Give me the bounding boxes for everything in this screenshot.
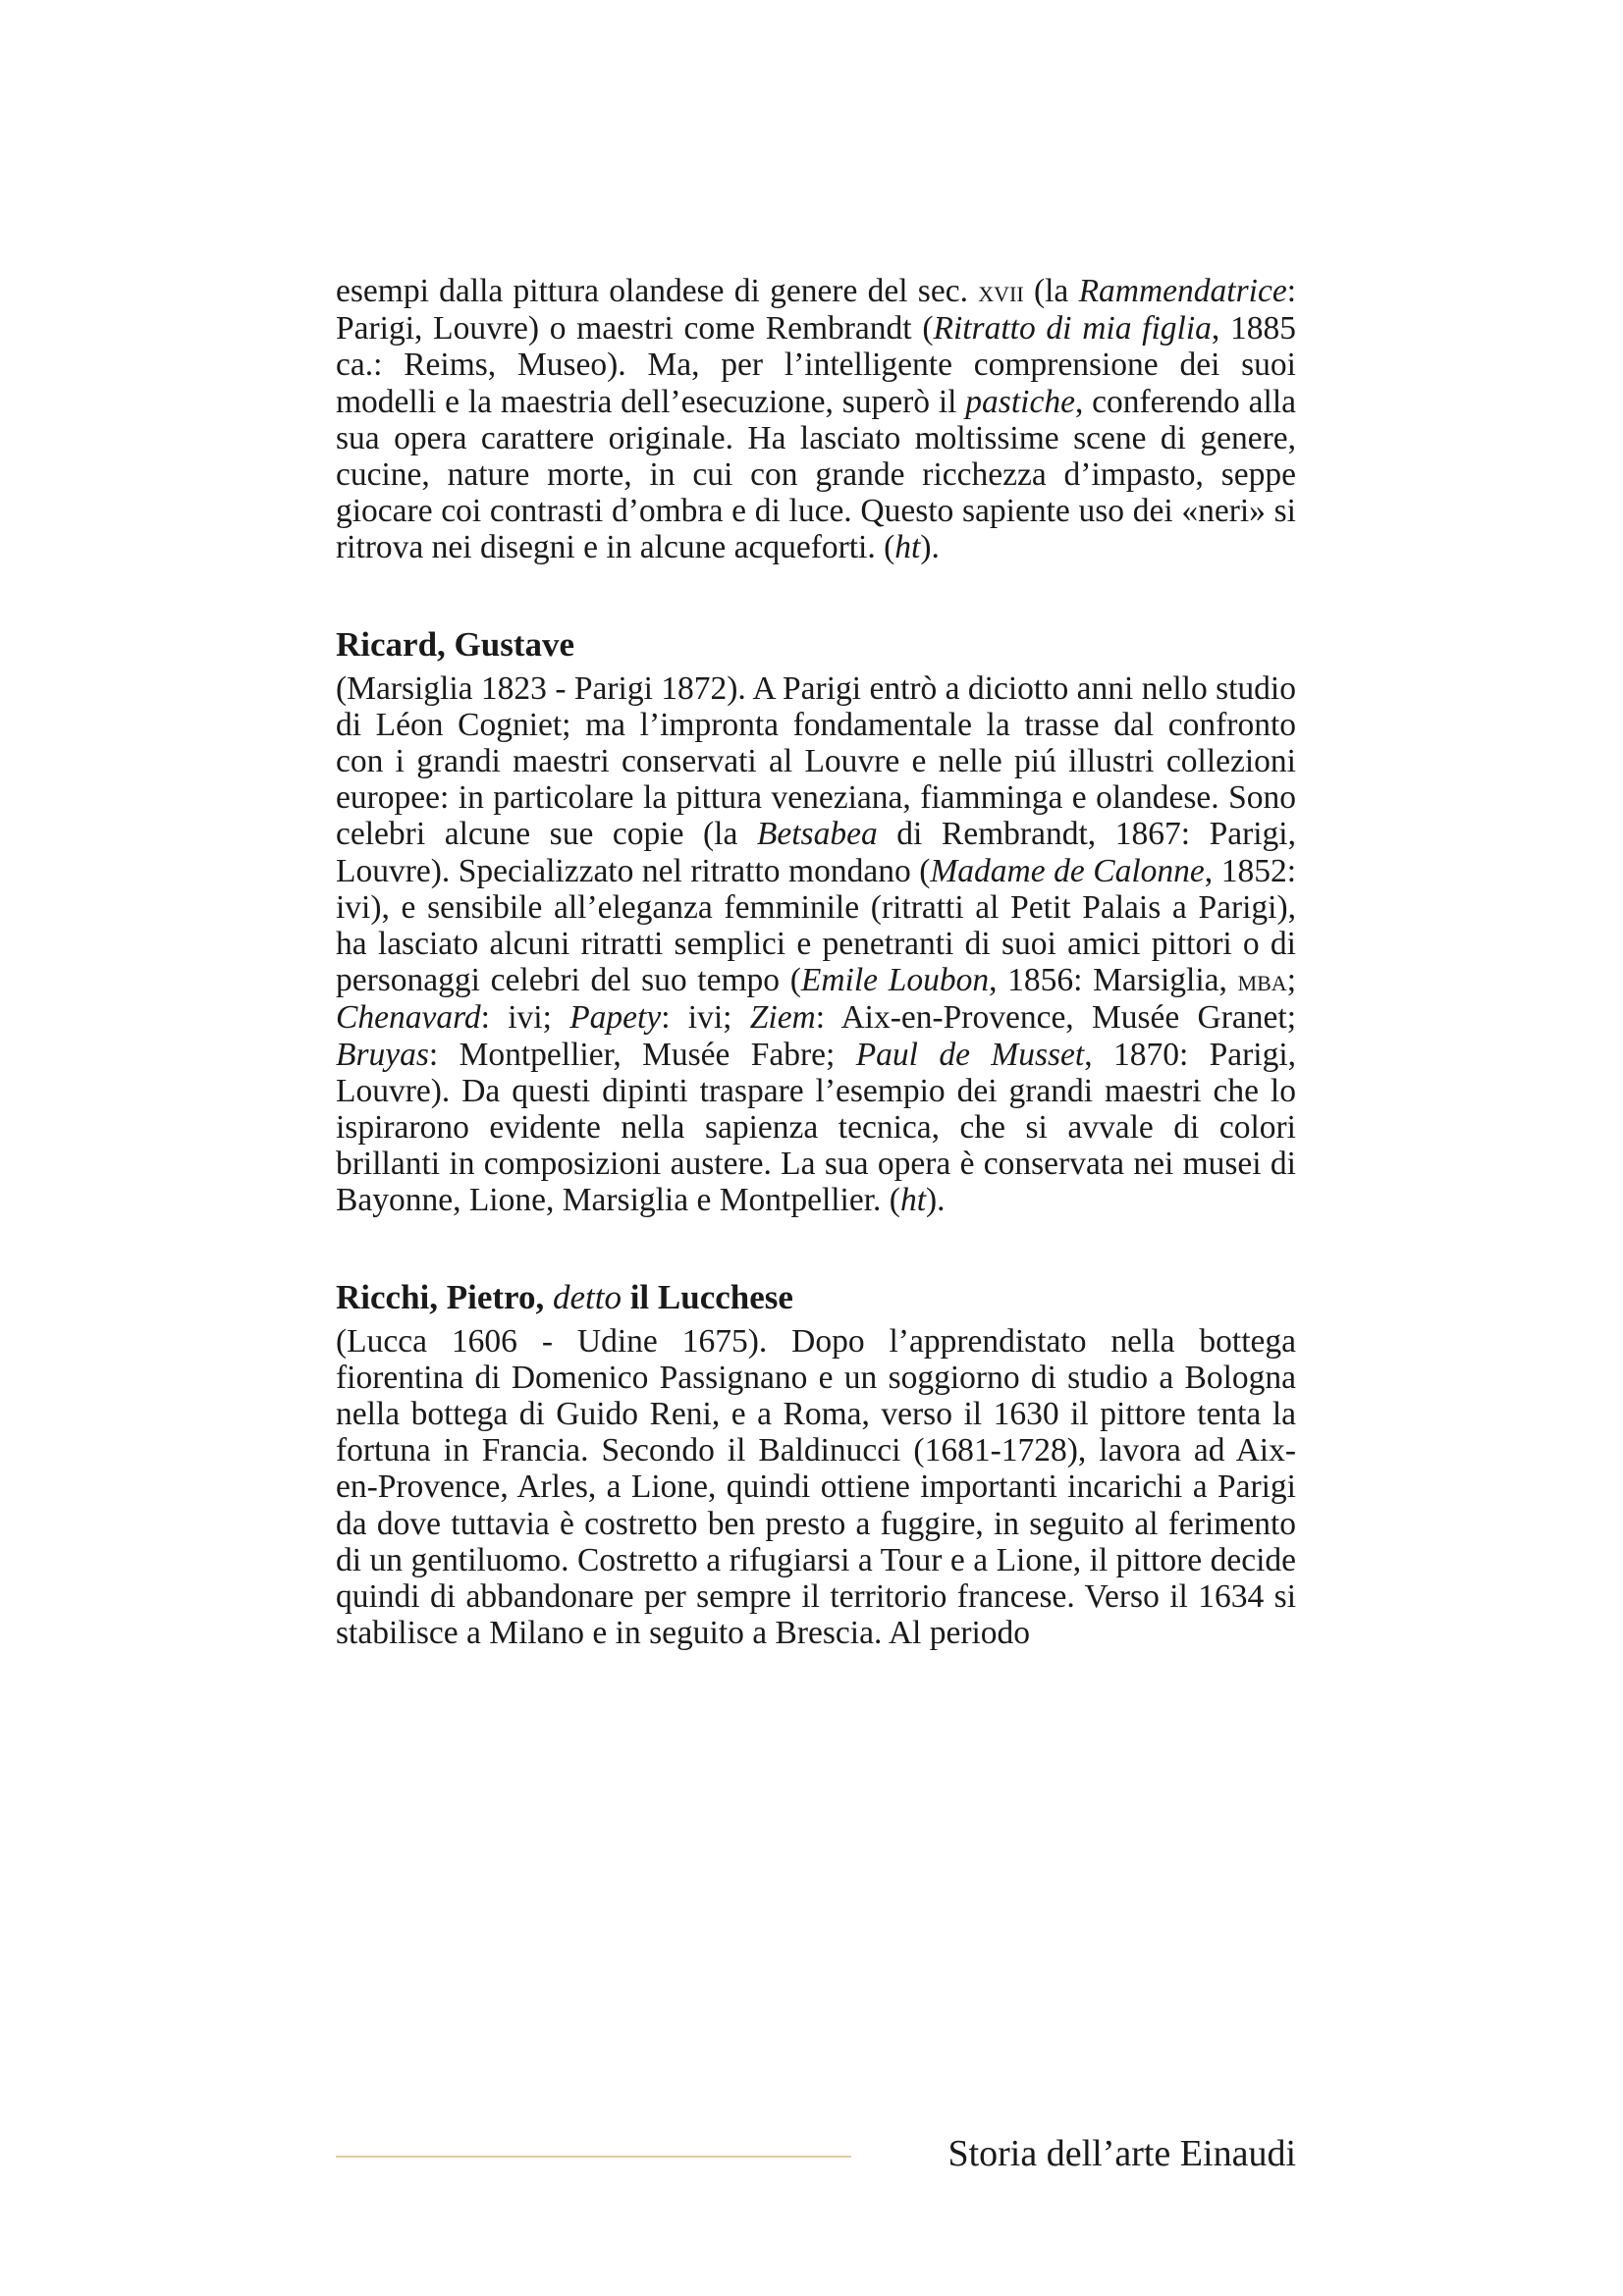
text-column — [336, 273, 1296, 1652]
entry-title-name: Ricchi, Pietro, — [336, 1277, 553, 1316]
artwork-title: Ritratto di mia figlia — [933, 310, 1212, 347]
text-run: esempi dalla pittura olandese di genere del sec. — [336, 273, 979, 309]
text-run: (Marsiglia 1823 - Parigi 1872). A Parigi entrò a diciotto anni nello studio di Léon Cogniet; ma l’impronta fondamentale la trasse dal confronto con i grandi maestri conservati al Louvre e nelle piú illustri collezioni europee: in particolare la pittura veneziana, fiamminga e olandese. Sono celebri alcune sue copie (la — [336, 669, 1296, 853]
text-run: ; — [1286, 962, 1296, 999]
text-run: (Lucca 1606 - Udine 1675). Dopo l’apprendistato nella bottega fiorentina di Domenico Passignano e un soggiorno di studio a Bologna nella bottega di Guido Reni, e a Roma, verso il 1630 il pittore tenta la fortuna in Francia. Secondo il Baldinucci (1681-1728), lavora ad Aix-en-Provence, Arles, a Lione, quindi ottiene importanti incarichi a Parigi da dove tuttavia è costretto ben presto a fuggire, in seguito al ferimento di un gentiluomo. Costretto a rifugiarsi a Tour e a Lione, il pittore decide quindi di abbandonare per sempre il territorio francese. Verso il 1634 si stabilisce a Milano e in seguito a Brescia. Al periodo — [336, 1322, 1296, 1652]
italic-term: pastiche — [965, 383, 1075, 420]
text-run: : ivi; — [661, 999, 750, 1037]
century-numeral: xvii — [978, 275, 1024, 308]
text-run: , 1852: ivi), e sensibile all’eleganza femminile (ritratti al Petit Palais a Parigi), ha lasciato alcuni ritratti semplici e penetranti di suoi amici pittori o di personaggi celebri del suo tempo ( — [336, 852, 1297, 999]
text-run: ). — [926, 1182, 946, 1219]
text-run: : Parigi, Louvre) o maestri come Rembrandt ( — [336, 273, 1296, 347]
artwork-title: Paul de Musset — [855, 1036, 1085, 1073]
text-run: di Rembrandt, 1867: Parigi, Louvre). Specializzato nel ritratto mondano ( — [336, 816, 1296, 889]
text-run: : Aix-en-Provence, Musée Granet; — [815, 999, 1297, 1037]
artwork-title: Papety — [569, 999, 662, 1037]
entry-title — [336, 1276, 1296, 1319]
text-run: : Montpellier, Musée Fabre; — [428, 1036, 856, 1073]
text-run: , 1870: Parigi, Louvre). Da questi dipinti traspare l’esempio dei grandi maestri che lo ispirarono evidente nella sapienza tecnica, che si avvale di colori brillanti in composizioni austere. La sua opera è conservata nei musei di Bayonne, Lione, Marsiglia e Montpellier. ( — [336, 1036, 1296, 1219]
entry-title-nickname: il Lucchese — [621, 1277, 793, 1316]
artwork-title: Betsabea — [756, 816, 878, 853]
artwork-title: Emile Loubon — [800, 962, 990, 999]
museum-abbreviation: mba — [1237, 964, 1287, 998]
entry-title: Ricard, Gustave — [336, 624, 575, 664]
intro-paragraph — [336, 273, 1296, 566]
artwork-title: Ziem — [749, 999, 816, 1037]
entry-body — [336, 1323, 1296, 1652]
author-initials: ht — [894, 529, 921, 566]
text-run: : ivi; — [480, 999, 570, 1037]
footer-rule — [336, 2156, 851, 2158]
text-run: , conferendo alla sua opera carattere originale. Ha lasciato moltissime scene di genere, cucine, nature morte, in cui con grande ricchezza d’impasto, seppe giocare coi contrasti d’ombra e di luce. Questo sapiente uso dei «neri» si ritrova nei disegni e in alcune acqueforti. ( — [336, 383, 1296, 566]
author-initials: ht — [899, 1182, 927, 1219]
text-run: , 1856: Marsiglia, — [989, 962, 1238, 999]
entry-ricard-gustave — [336, 623, 1296, 1219]
artwork-title: Rammendatrice — [1078, 273, 1287, 309]
artwork-title: Bruyas — [336, 1036, 429, 1073]
artwork-title: Madame de Calonne — [930, 852, 1205, 889]
artwork-title: Chenavard — [336, 999, 481, 1037]
text-run: , 1885 ca.: Reims, Museo). Ma, per l’intelligente comprensione dei suoi modelli e la maestria dell’esecuzione, superò il — [336, 310, 1296, 420]
entry-body — [336, 670, 1296, 1219]
footer-label: Storia dell’arte Einaudi — [947, 2133, 1296, 2174]
entry-title-detto: detto — [552, 1277, 622, 1316]
entry-ricchi-pietro — [336, 1276, 1296, 1652]
text-run: (la — [1023, 273, 1079, 309]
page-footer — [336, 2130, 1296, 2179]
text-run: ). — [920, 529, 940, 566]
